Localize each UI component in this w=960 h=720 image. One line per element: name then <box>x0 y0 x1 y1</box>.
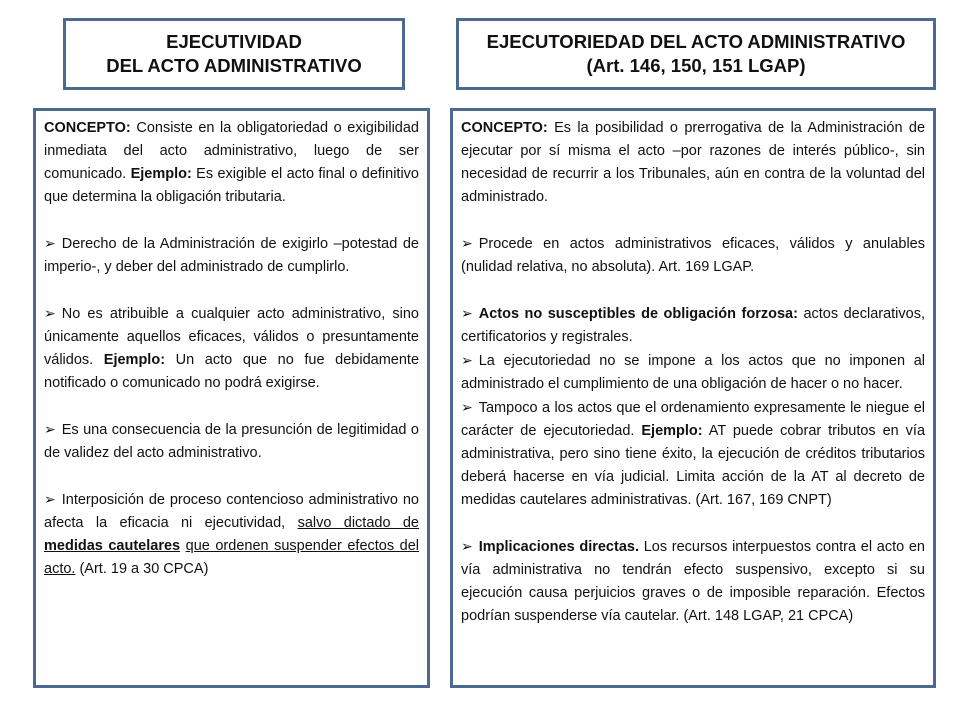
left-panel <box>33 108 430 688</box>
left-bullet-2-example-label: Ejemplo: <box>103 352 166 368</box>
right-bullet-5-bold: Implicaciones directas. <box>478 539 639 555</box>
right-bullet-2-bold: Actos no susceptibles de obligación forzosa: <box>478 306 798 322</box>
right-bullet-1 <box>461 232 925 279</box>
right-title-line1: EJECUTORIEDAD DEL ACTO ADMINISTRATIVO <box>486 31 906 52</box>
right-bullet-5-text: Los recursos interpuestos contra el acto en vía administrativa no tendrán efecto suspensivo, excepto si su ejecución causa perjuicios graves o de imposible reparación. Efectos podrían suspenderse vía cautelar. (Art. 148 LGAP, 21 CPCA) <box>461 539 925 624</box>
right-bullet-4-example-label: Ejemplo: <box>641 423 703 439</box>
left-bullet-4-underline1: salvo dictado de <box>297 515 419 531</box>
left-bullet-4-ref: (Art. 19 a 30 CPCA) <box>79 561 209 577</box>
left-bullet-4 <box>44 488 419 581</box>
left-bullet-2 <box>44 302 419 395</box>
left-concept-text2: Es exigible el acto final o definitivo que determina la obligación tributaria. <box>44 166 419 205</box>
left-title-box <box>63 18 405 90</box>
arrow-bullet-icon: ➢ <box>461 305 473 321</box>
right-title-line2: (Art. 146, 150, 151 LGAP) <box>586 55 806 76</box>
right-concept-paragraph <box>461 117 925 209</box>
left-bullet-3-text: Es una consecuencia de la presunción de legitimidad o de validez del acto administrativo. <box>44 422 419 461</box>
right-bullet-3 <box>461 349 925 396</box>
right-bullet-5 <box>461 535 925 628</box>
right-panel <box>450 108 936 688</box>
left-bullet-1 <box>44 232 419 279</box>
arrow-bullet-icon: ➢ <box>44 235 56 251</box>
left-concept-text1: Consiste en la obligatoriedad o exigibilidad inmediata del acto administrativo, luego de ser comunicado. <box>44 120 419 182</box>
arrow-bullet-icon: ➢ <box>461 352 473 368</box>
left-concept-label: CONCEPTO: <box>44 120 131 136</box>
arrow-bullet-icon: ➢ <box>461 235 473 251</box>
arrow-bullet-icon: ➢ <box>461 538 473 554</box>
right-bullet-4 <box>461 396 925 512</box>
right-concept-text: Es la posibilidad o prerrogativa de la Administración de ejecutar por sí misma el acto –por razones de interés público-, sin necesidad de recurrir a los Tribunales, aún en contra de la voluntad del administrado. <box>461 120 926 205</box>
left-bullet-4-underline2: que ordenen suspender efectos del acto. <box>44 538 419 577</box>
arrow-bullet-icon: ➢ <box>44 421 56 437</box>
right-bullet-2 <box>461 302 925 349</box>
left-bullet-4-bold: medidas cautelares <box>44 538 181 554</box>
left-bullet-2-text: No es atribuible a cualquier acto administrativo, sino únicamente aquellos eficaces, válidos o presuntamente válidos. <box>44 306 419 368</box>
right-bullet-3-text: La ejecutoriedad no se impone a los actos que no imponen al administrado el cumplimiento de una obligación de hacer o no hacer. <box>461 353 925 392</box>
arrow-bullet-icon: ➢ <box>44 491 56 507</box>
arrow-bullet-icon: ➢ <box>44 305 56 321</box>
right-title-box <box>456 18 936 90</box>
left-bullet-1-text: Derecho de la Administración de exigirlo –potestad de imperio-, y deber del administrado de cumplirlo. <box>44 236 419 275</box>
left-bullet-2-example-text: Un acto que no fue debidamente notificado o comunicado no podrá exigirse. <box>44 352 420 391</box>
left-concept-paragraph <box>44 117 419 209</box>
left-concept-example-label: Ejemplo: <box>130 166 192 182</box>
right-concept-label: CONCEPTO: <box>461 120 548 136</box>
right-bullet-2-text: actos declarativos, certificatorios y registrales. <box>461 306 925 345</box>
right-bullet-1-text: Procede en actos administrativos eficaces, válidos y anulables (nulidad relativa, no absoluta). Art. 169 LGAP. <box>461 236 925 275</box>
left-bullet-4-text: Interposición de proceso contencioso administrativo no afecta la eficacia ni ejecutividad, <box>44 492 419 531</box>
right-bullet-4-text2: AT puede cobrar tributos en vía administrativa, pero sino tiene éxito, la ejecución de créditos tributarios deberá hacerse en vía judicial. Limita acción de la AT al decreto de medidas cautelares administrativas. (Art. 167, 169 CNPT) <box>461 423 926 508</box>
arrow-bullet-icon: ➢ <box>461 399 473 415</box>
left-title-line2: DEL ACTO ADMINISTRATIVO <box>106 55 362 76</box>
right-bullet-4-text1: Tampoco a los actos que el ordenamiento expresamente le niegue el carácter de ejecutoriedad. <box>461 400 925 439</box>
left-bullet-3 <box>44 418 419 465</box>
left-title-line1: EJECUTIVIDAD <box>166 31 302 52</box>
